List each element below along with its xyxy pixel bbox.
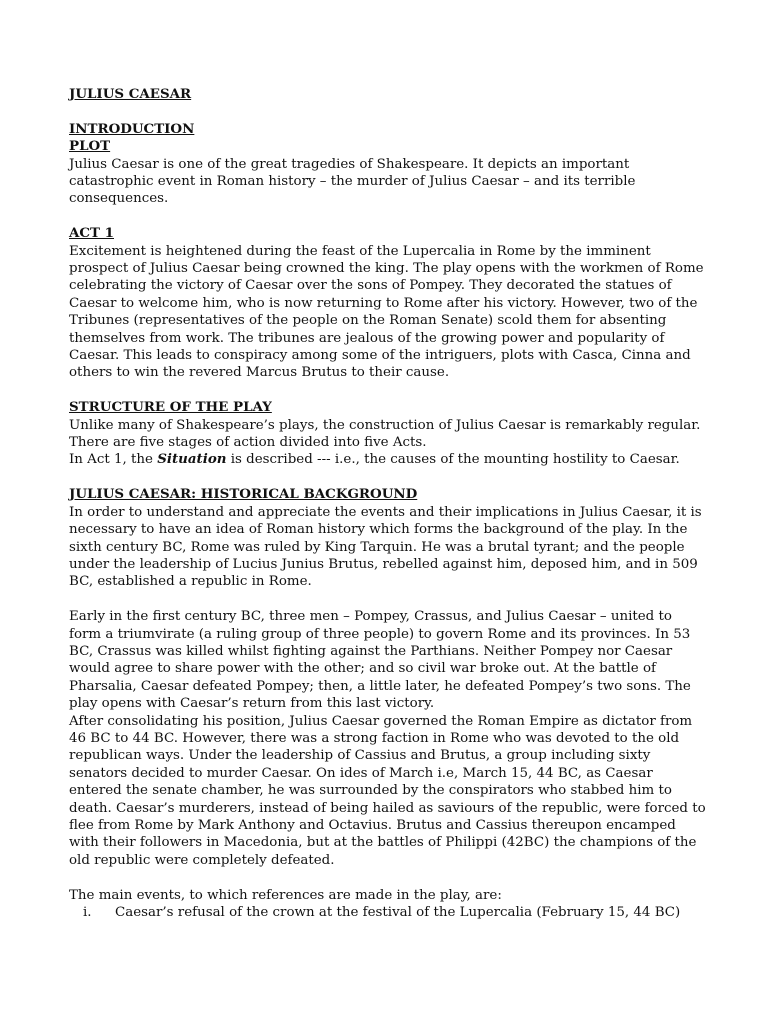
act1-heading: ACT 1 (69, 225, 114, 242)
spacer (69, 591, 708, 608)
structure-heading: STRUCTURE OF THE PLAY (69, 399, 272, 416)
situation-term: Situation (157, 451, 227, 468)
events-list (69, 904, 708, 921)
spacer (69, 208, 708, 225)
structure-act1-line (69, 451, 708, 468)
structure-paragraph: Unlike many of Shakespeare’s plays, the construction of Julius Caesar is remarkably regular. There are five stages of action divided into five Acts. (69, 417, 701, 451)
spacer (69, 469, 708, 486)
spacer (69, 869, 708, 886)
list-item (69, 904, 708, 921)
spacer (69, 103, 708, 120)
structure-act1-before: In Act 1, the (69, 452, 158, 468)
list-item-text: Caesar’s refusal of the crown at the festival of the Lupercalia (February 15, 44 BC) (115, 905, 681, 920)
history-paragraph-3: After consolidating his position, Julius Caesar governed the Roman Empire as dictator from 46 BC to 44 BC. However, there was a strong faction in Rome who was devoted to the old republican ways. Under the leadership of Cassius and Brutus, a group including sixty senators decided to murder Caesar. On ides of March i.e, March 15, 44 BC, as Caesar entered the senate chamber, he was surrounded by the conspirators who stabbed him to death. Caesar’s murderers, instead of being hailed as saviours of the republic, were forced to flee from Rome by Mark Anthony and Octavius. Brutus and Cassius thereupon encamped with their followers in Macedonia, but at the battles of Philippi (42BC) the champions of the old republic were completely defeated. (69, 713, 706, 868)
list-item-number: i. (83, 905, 92, 920)
history-paragraph-2: Early in the first century BC, three men – Pompey, Crassus, and Julius Caesar – united to form a triumvirate (a ruling group of three people) to govern Rome and its provinces. In 53 BC, Crassus was killed whilst fighting against the Parthians. Neither Pompey nor Caesar would agree to share power with the other; and so civil war broke out. At the battle of Pharsalia, Caesar defeated Pompey; then, a little later, he defeated Pompey’s two sons. The play opens with Caesar’s return from this last victory. (69, 609, 691, 712)
history-heading: JULIUS CAESAR: HISTORICAL BACKGROUND (69, 486, 418, 503)
act1-paragraph: Excitement is heightened during the feast of the Lupercalia in Rome by the imminent prospect of Julius Caesar being crowned the king. The play opens with the workmen of Rome celebrating the victory of Caesar over the sons of Pompey. They decorated the statues of Caesar to welcome him, who is now returning to Rome after his victory. However, two of the Tribunes (representatives of the people on the Roman Senate) scold them for absenting themselves from work. The tribunes are jealous of the growing power and popularity of Caesar. This leads to conspiracy among some of the intriguers, plots with Casca, Cinna and others to win the revered Marcus Brutus to their cause. (69, 243, 704, 381)
introduction-heading: INTRODUCTION (69, 120, 195, 137)
events-intro: The main events, to which references are made in the play, are: (69, 887, 502, 903)
plot-paragraph: Julius Caesar is one of the great tragedies of Shakespeare. It depicts an important catastrophic event in Roman history – the murder of Julius Caesar – and its terrible consequences. (69, 156, 636, 207)
structure-act1-after: is described --- i.e., the causes of the mounting hostility to Caesar. (226, 452, 680, 468)
plot-heading: PLOT (69, 138, 111, 155)
spacer (69, 382, 708, 399)
document-title: JULIUS CAESAR (69, 86, 192, 102)
history-paragraph-1: In order to understand and appreciate the events and their implications in Julius Caesar, it is necessary to have an idea of Roman history which forms the background of the play. In the sixth century BC, Rome was ruled by King Tarquin. He was a brutal tyrant; and the people under the leadership of Lucius Junius Brutus, rebelled against him, deposed him, and in 509 BC, established a republic in Rome. (69, 504, 702, 590)
